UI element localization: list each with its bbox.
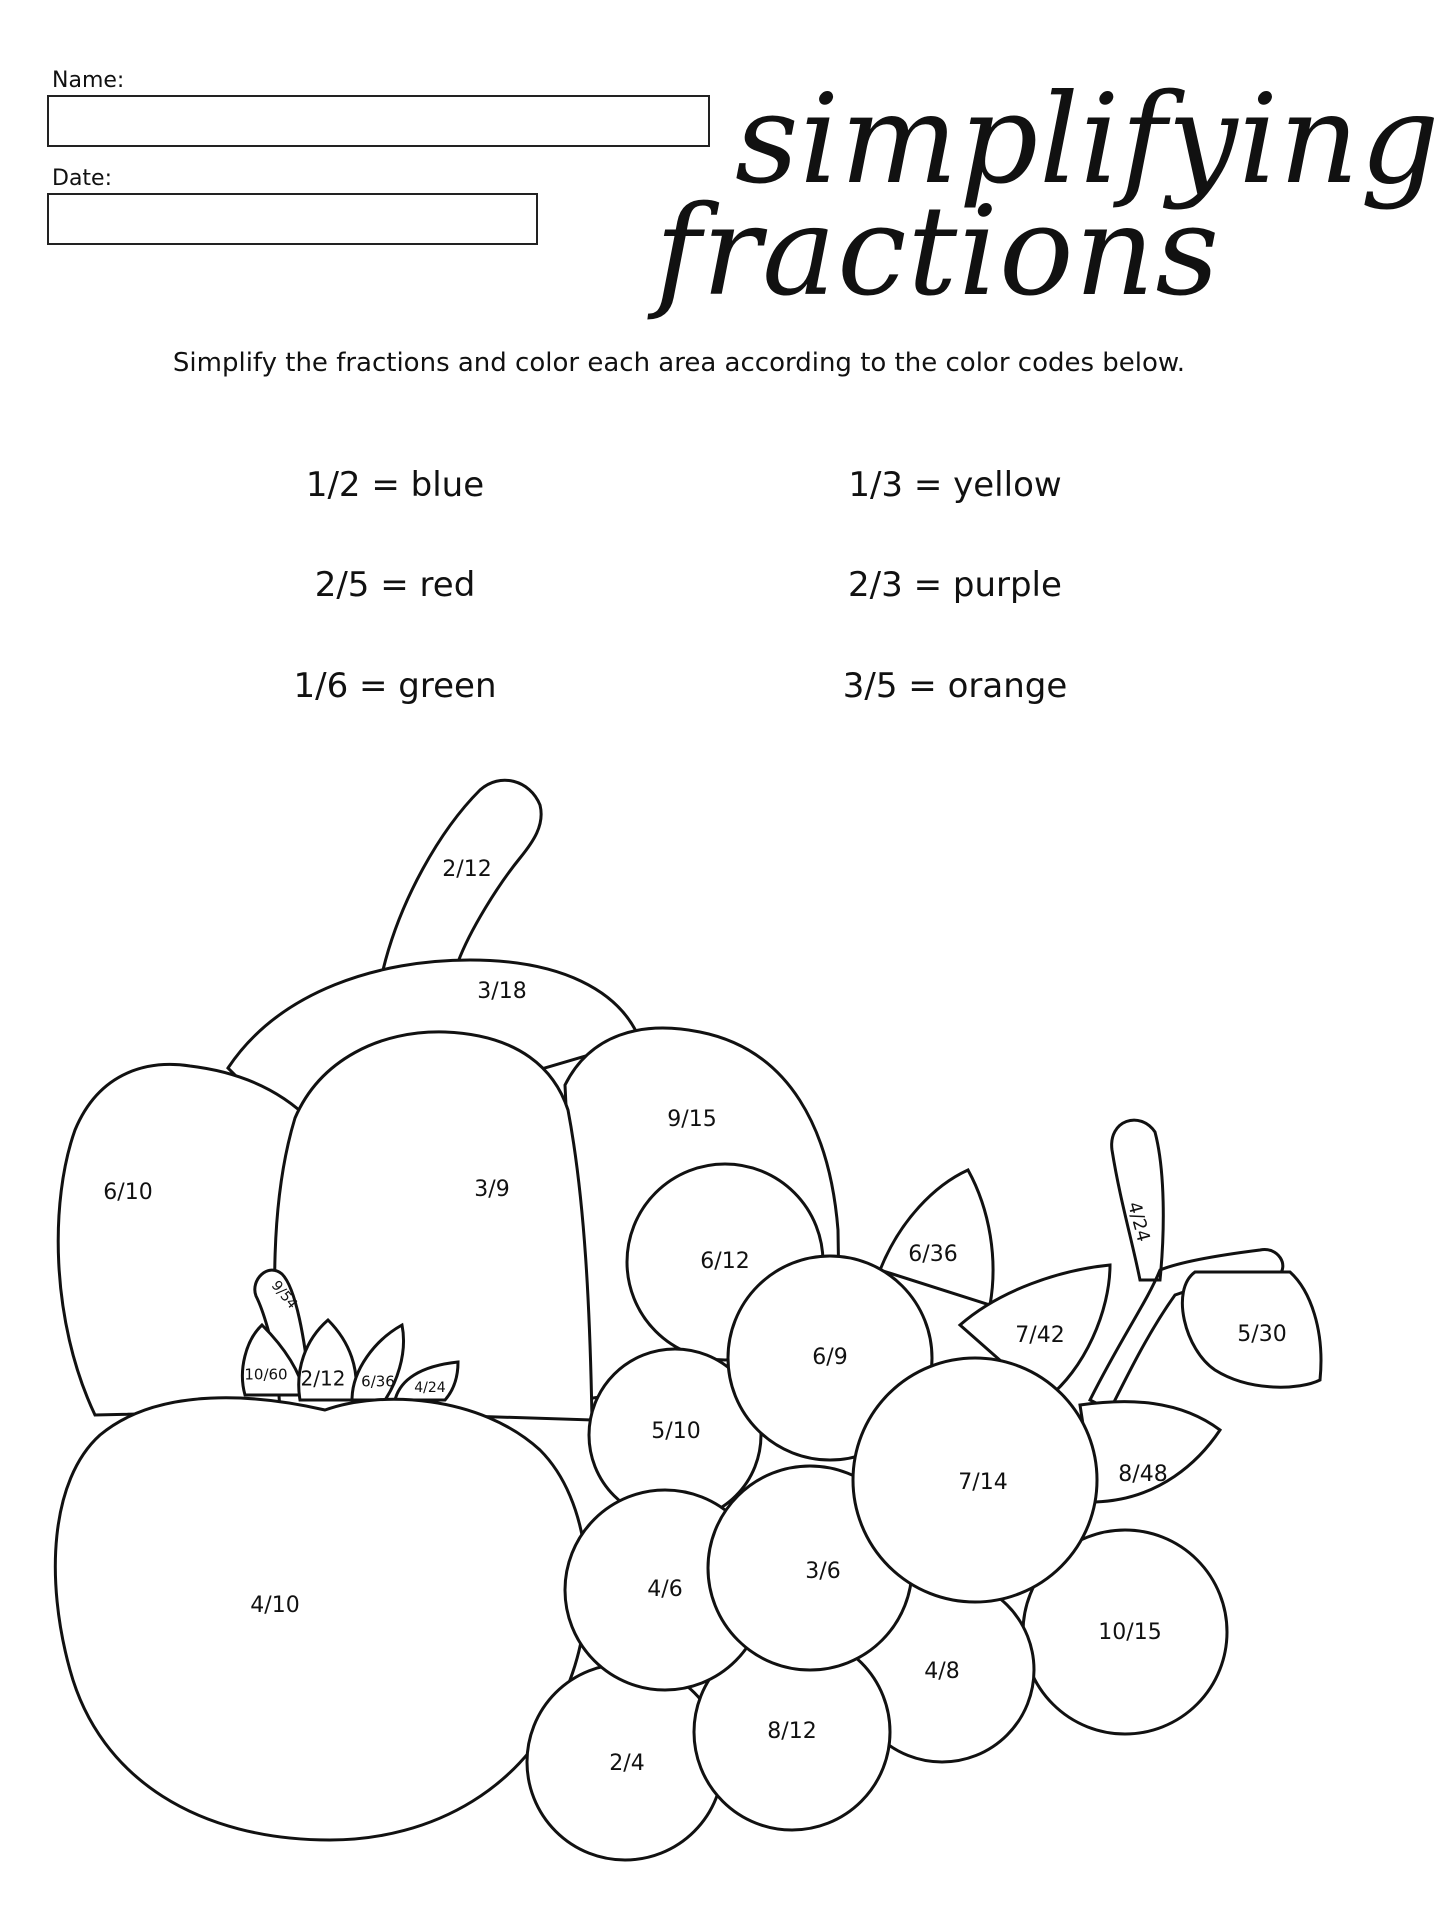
grape-9-label: 8/12 — [767, 1719, 817, 1744]
name-label: Name: — [52, 68, 125, 93]
title-line-1: simplifying — [735, 68, 1440, 212]
grape-leaf-lower-label: 8/48 — [1118, 1462, 1168, 1487]
grape-leaf-top-label: 6/36 — [908, 1242, 958, 1267]
pumpkin-left-label: 6/10 — [103, 1180, 153, 1205]
color-code-6: 3/5 = orange — [842, 666, 1068, 706]
pumpkin-top-label: 3/18 — [477, 979, 527, 1004]
pumpkin-middle-label: 3/9 — [474, 1177, 510, 1202]
apple-leaf-1-label: 10/60 — [244, 1365, 288, 1384]
title-line-2: fractions — [655, 180, 1221, 324]
grape-6-label: 3/6 — [805, 1559, 841, 1584]
grape-stem-label: 4/24 — [1123, 1199, 1154, 1245]
grape-leaf-middle-label: 7/42 — [1015, 1323, 1065, 1348]
instructions-text: Simplify the fractions and color each area according to the color codes below. — [172, 348, 1186, 378]
color-code-5: 1/6 = green — [293, 666, 497, 706]
grape-7-label: 10/15 — [1098, 1620, 1162, 1645]
grape-5-label: 4/6 — [647, 1577, 683, 1602]
color-code-1: 1/2 = blue — [305, 465, 485, 505]
apple-leaf-4-label: 4/24 — [414, 1380, 446, 1396]
grape-10-label: 2/4 — [609, 1751, 645, 1776]
pumpkin-right-label: 9/15 — [667, 1107, 717, 1132]
grape-leaf-right-label: 5/30 — [1237, 1322, 1287, 1347]
apple-stem-label: 9/54 — [267, 1277, 301, 1313]
grape-8-label: 4/8 — [924, 1659, 960, 1684]
grape-4-label: 7/14 — [958, 1470, 1008, 1495]
grape-3-label: 5/10 — [651, 1419, 701, 1444]
color-code-4: 2/3 = purple — [848, 565, 1062, 605]
color-code-3: 2/5 = red — [314, 565, 476, 605]
apple-body-label: 4/10 — [250, 1593, 300, 1618]
apple-body-region[interactable] — [55, 1398, 587, 1840]
grape-2-label: 6/9 — [812, 1345, 848, 1370]
color-code-2: 1/3 = yellow — [848, 465, 1062, 505]
pumpkin-stem-label: 2/12 — [442, 857, 492, 882]
apple-leaf-3-label: 6/36 — [361, 1372, 395, 1391]
apple-leaf-2-label: 2/12 — [300, 1366, 346, 1391]
grape-1-label: 6/12 — [700, 1249, 750, 1274]
date-label: Date: — [52, 166, 112, 191]
